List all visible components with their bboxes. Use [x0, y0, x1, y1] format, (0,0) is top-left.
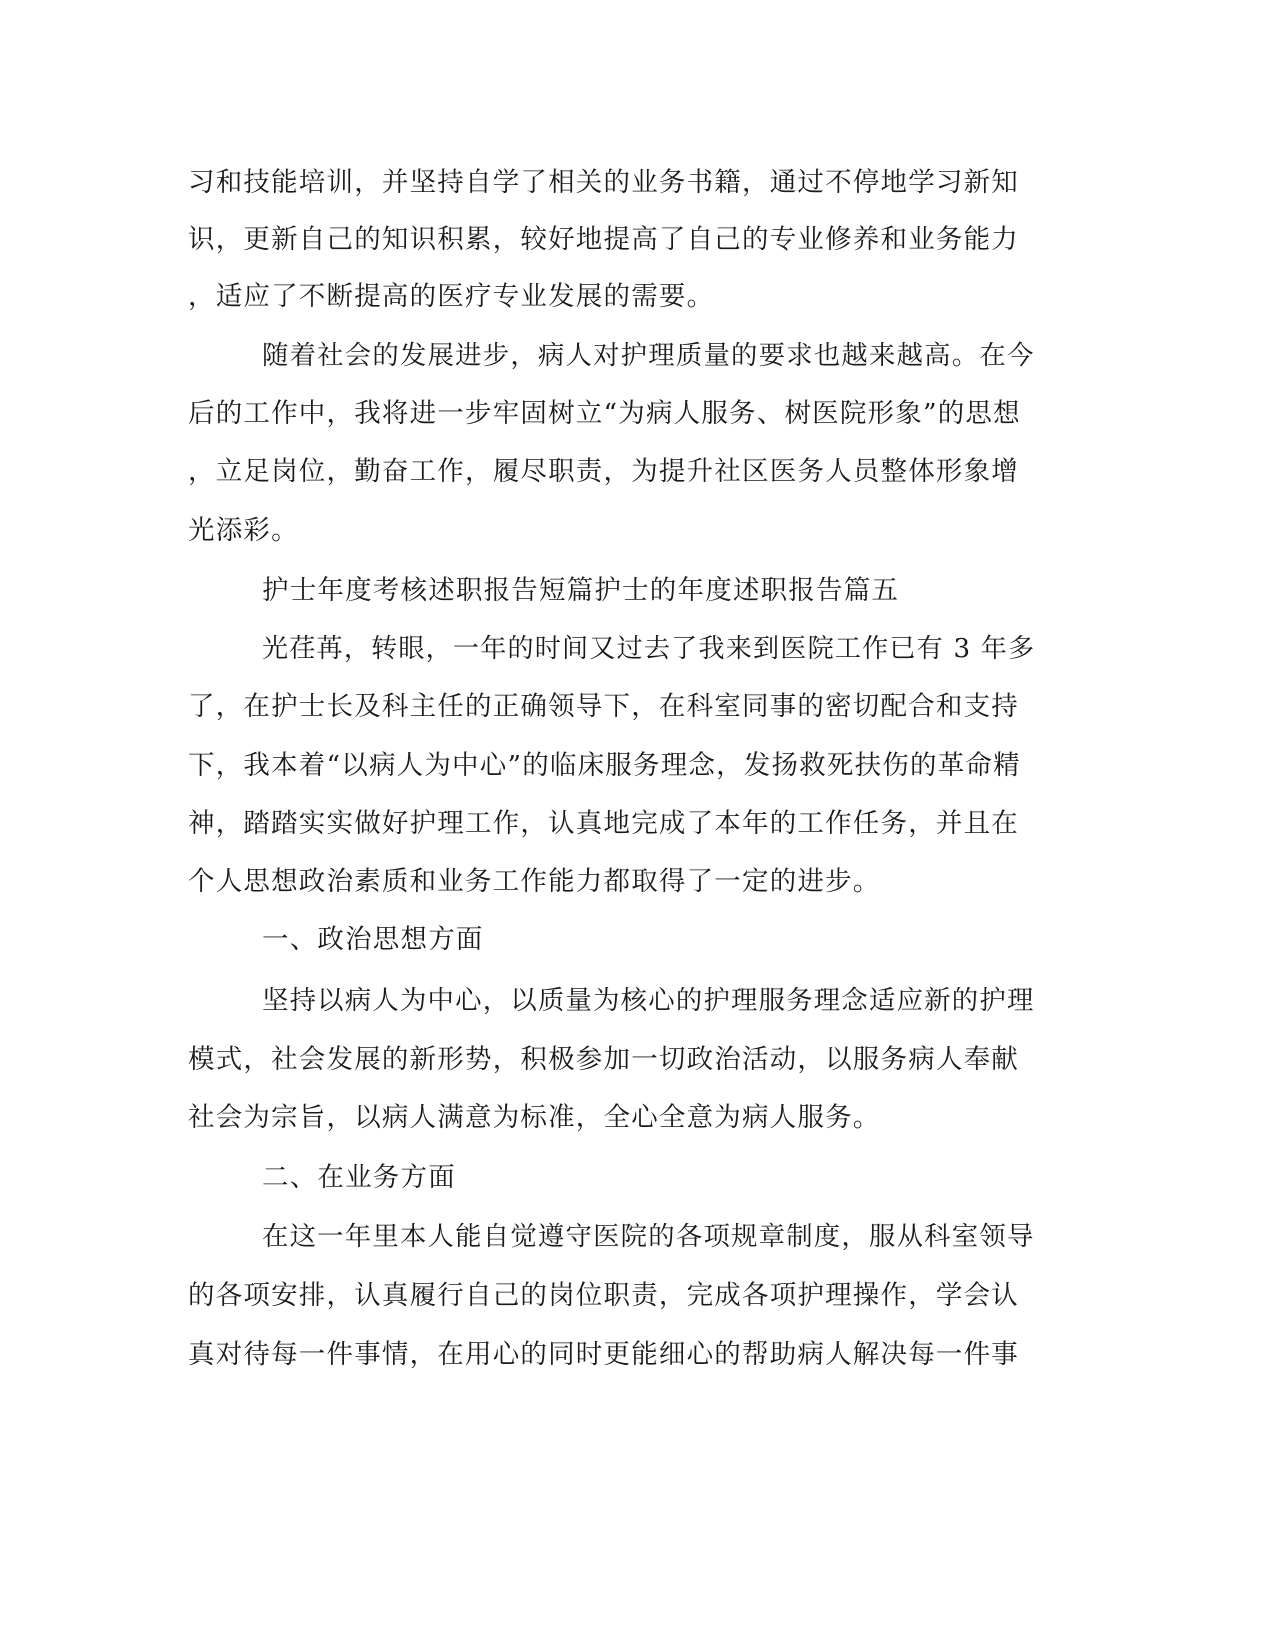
text-line: 后的工作中，我将进一步牢固树立“为病人服务、树医院形象”的思想 — [188, 398, 1021, 429]
text-line: 真对待每一件事情，在用心的同时更能细心的帮助病人解决每一件事 — [188, 1339, 1019, 1370]
text-line: 随着社会的发展进步，病人对护理质量的要求也越来越高。在今 — [262, 340, 1035, 371]
text-line: 社会为宗旨，以病人满意为标准，全心全意为病人服务。 — [188, 1102, 881, 1133]
text-line: 下，我本着“以病人为中心”的临床服务理念，发扬救死扶伤的革命精 — [188, 750, 1021, 781]
text-line: 个人思想政治素质和业务工作能力都取得了一定的进步。 — [188, 866, 881, 897]
text-line: 模式，社会发展的新形势，积极参加一切政治活动，以服务病人奉献 — [188, 1044, 1019, 1075]
section-heading: 护士年度考核述职报告短篇护士的年度述职报告篇五 — [262, 575, 900, 606]
text-line: ，适应了不断提高的医疗专业发展的需要。 — [188, 281, 715, 312]
text-line: 坚持以病人为中心，以质量为核心的护理服务理念适应新的护理 — [262, 985, 1035, 1016]
subsection-heading: 二、在业务方面 — [262, 1162, 456, 1193]
text-line: 神，踏踏实实做好护理工作，认真地完成了本年的工作任务，并且在 — [188, 808, 1019, 839]
text-line: 识，更新自己的知识积累，较好地提高了自己的专业修养和业务能力 — [188, 224, 1019, 255]
subsection-heading: 一、政治思想方面 — [262, 924, 484, 955]
text-line: 光添彩。 — [188, 515, 299, 546]
text-line: 在这一年里本人能自觉遵守医院的各项规章制度，服从科室领导 — [262, 1221, 1035, 1252]
text-line: 了，在护士长及科主任的正确领导下，在科室同事的密切配合和支持 — [188, 691, 1019, 722]
text-line: 习和技能培训，并坚持自学了相关的业务书籍，通过不停地学习新知 — [188, 167, 1019, 198]
text-line: 光荏苒，转眼，一年的时间又过去了我来到医院工作已有 3 年多 — [262, 634, 1036, 664]
text-line: 的各项安排，认真履行自己的岗位职责，完成各项护理操作，学会认 — [188, 1280, 1019, 1311]
text-line: ，立足岗位，勤奋工作，履尽职责，为提升社区医务人员整体形象增 — [188, 456, 1019, 487]
